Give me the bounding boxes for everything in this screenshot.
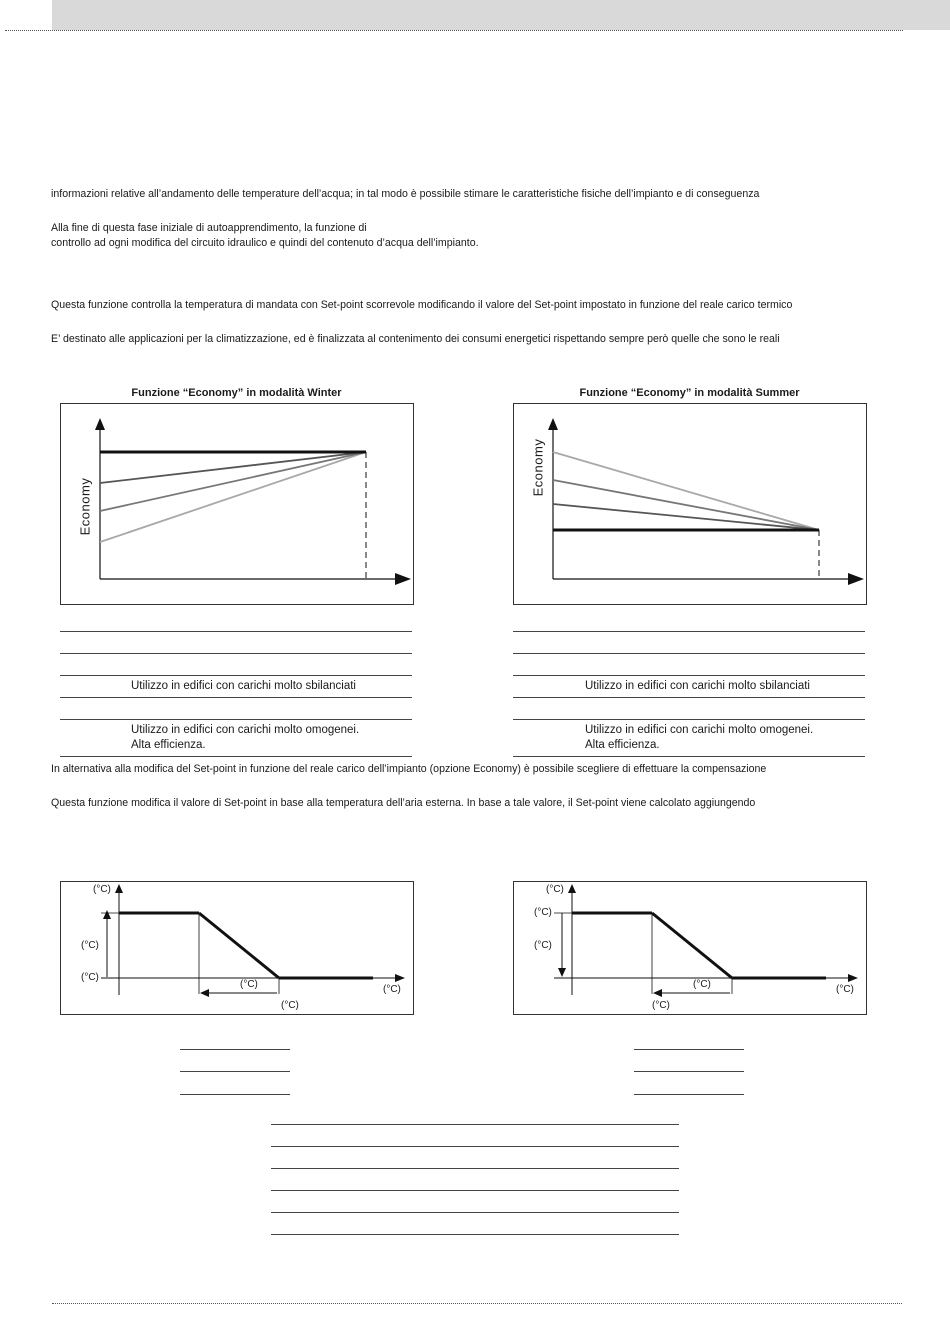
economy-winter-chart [60,403,414,605]
legend-rule [634,1071,744,1072]
compensation-graph-right [514,882,866,1014]
x-axis-unit: (°C) [383,984,401,995]
compensation-chart-left [60,881,414,1015]
table-rule [60,631,412,632]
table-rule [513,631,865,632]
axis-unit-mid: (°C) [534,940,552,951]
axis-unit-low: (°C) [81,972,99,983]
legend-rule [180,1094,290,1095]
delta-unit: (°C) [693,979,711,990]
legend-rule [634,1049,744,1050]
economy-summer-chart [513,403,867,605]
paragraph-autolearning-end-1: Alla fine di questa fase iniziale di autoapprendimento, la funzione di [51,222,367,234]
axis-label-economy: Economy [77,477,93,536]
paragraph-economy-purpose: E’ destinato alle applicazioni per la climatizzazione, ed è finalizzata al contenimento dei consumi energetici rispettando sempre però quelle che sono le reali [51,333,780,345]
table-cell-efficienza: Alta efficienza. [131,739,206,751]
paragraph-compensation-func: Questa funzione modifica il valore di Set-point in base alla temperatura dell’aria esterna. In base a tale valore, il Set-point viene calcolato aggiungendo [51,797,756,809]
legend-rule [634,1094,744,1095]
compensation-chart-right [513,881,867,1015]
table-cell-omogenei: Utilizzo in edifici con carichi molto omogenei. [131,724,360,736]
axis-unit-mid: (°C) [81,940,99,951]
chart-title-winter: Funzione “Economy” in modalità Winter [131,387,342,399]
paragraph-autolearning-end-2: controllo ad ogni modifica del circuito idraulico e quindi del contenuto d’acqua dell’impianto. [51,237,479,249]
table-cell-omogenei: Utilizzo in edifici con carichi molto omogenei. [585,724,814,736]
legend-rule [180,1049,290,1050]
table-rule [513,675,865,676]
table-rule [60,697,412,698]
table-cell-sbilanciati: Utilizzo in edifici con carichi molto sbilanciati [131,680,356,692]
axis-unit-high: (°C) [534,907,552,918]
legend-rule [180,1071,290,1072]
header-bar [52,0,950,30]
axis-unit-top: (°C) [93,884,111,895]
axis-unit-top: (°C) [546,884,564,895]
table-rule [271,1190,679,1191]
economy-winter-graph [61,404,413,604]
table-rule [271,1124,679,1125]
table-rule [513,719,865,720]
table-cell-sbilanciati: Utilizzo in edifici con carichi molto sbilanciati [585,680,810,692]
compensation-graph-left [61,882,413,1014]
table-rule [271,1168,679,1169]
header-divider [5,30,903,31]
x-point-unit: (°C) [281,1000,299,1011]
table-cell-efficienza: Alta efficienza. [585,739,660,751]
footer-divider [52,1303,902,1304]
table-rule [271,1234,679,1235]
table-rule [60,756,412,757]
table-rule [513,756,865,757]
paragraph-economy-function: Questa funzione controlla la temperatura di mandata con Set-point scorrevole modificando il valore del Set-point impostato in funzione del reale carico termico [51,299,793,311]
chart-title-summer: Funzione “Economy” in modalità Summer [579,387,800,399]
x-axis-unit: (°C) [836,984,854,995]
delta-unit: (°C) [240,979,258,990]
x-point-unit: (°C) [652,1000,670,1011]
table-rule [513,697,865,698]
table-rule [60,675,412,676]
paragraph-autolearning: informazioni relative all’andamento delle temperature dell’acqua; in tal modo è possibile stimare le caratteristiche fisiche dell’impianto e di conseguenza [51,188,760,200]
paragraph-compensation-alt: In alternativa alla modifica del Set-point in funzione del reale carico dell’impianto (opzione Economy) è possibile scegliere di effettuare la compensazione [51,763,767,775]
table-rule [60,719,412,720]
table-rule [60,653,412,654]
table-rule [271,1212,679,1213]
table-rule [513,653,865,654]
table-rule [271,1146,679,1147]
axis-label-economy: Economy [530,438,546,497]
economy-summer-graph [514,404,866,604]
